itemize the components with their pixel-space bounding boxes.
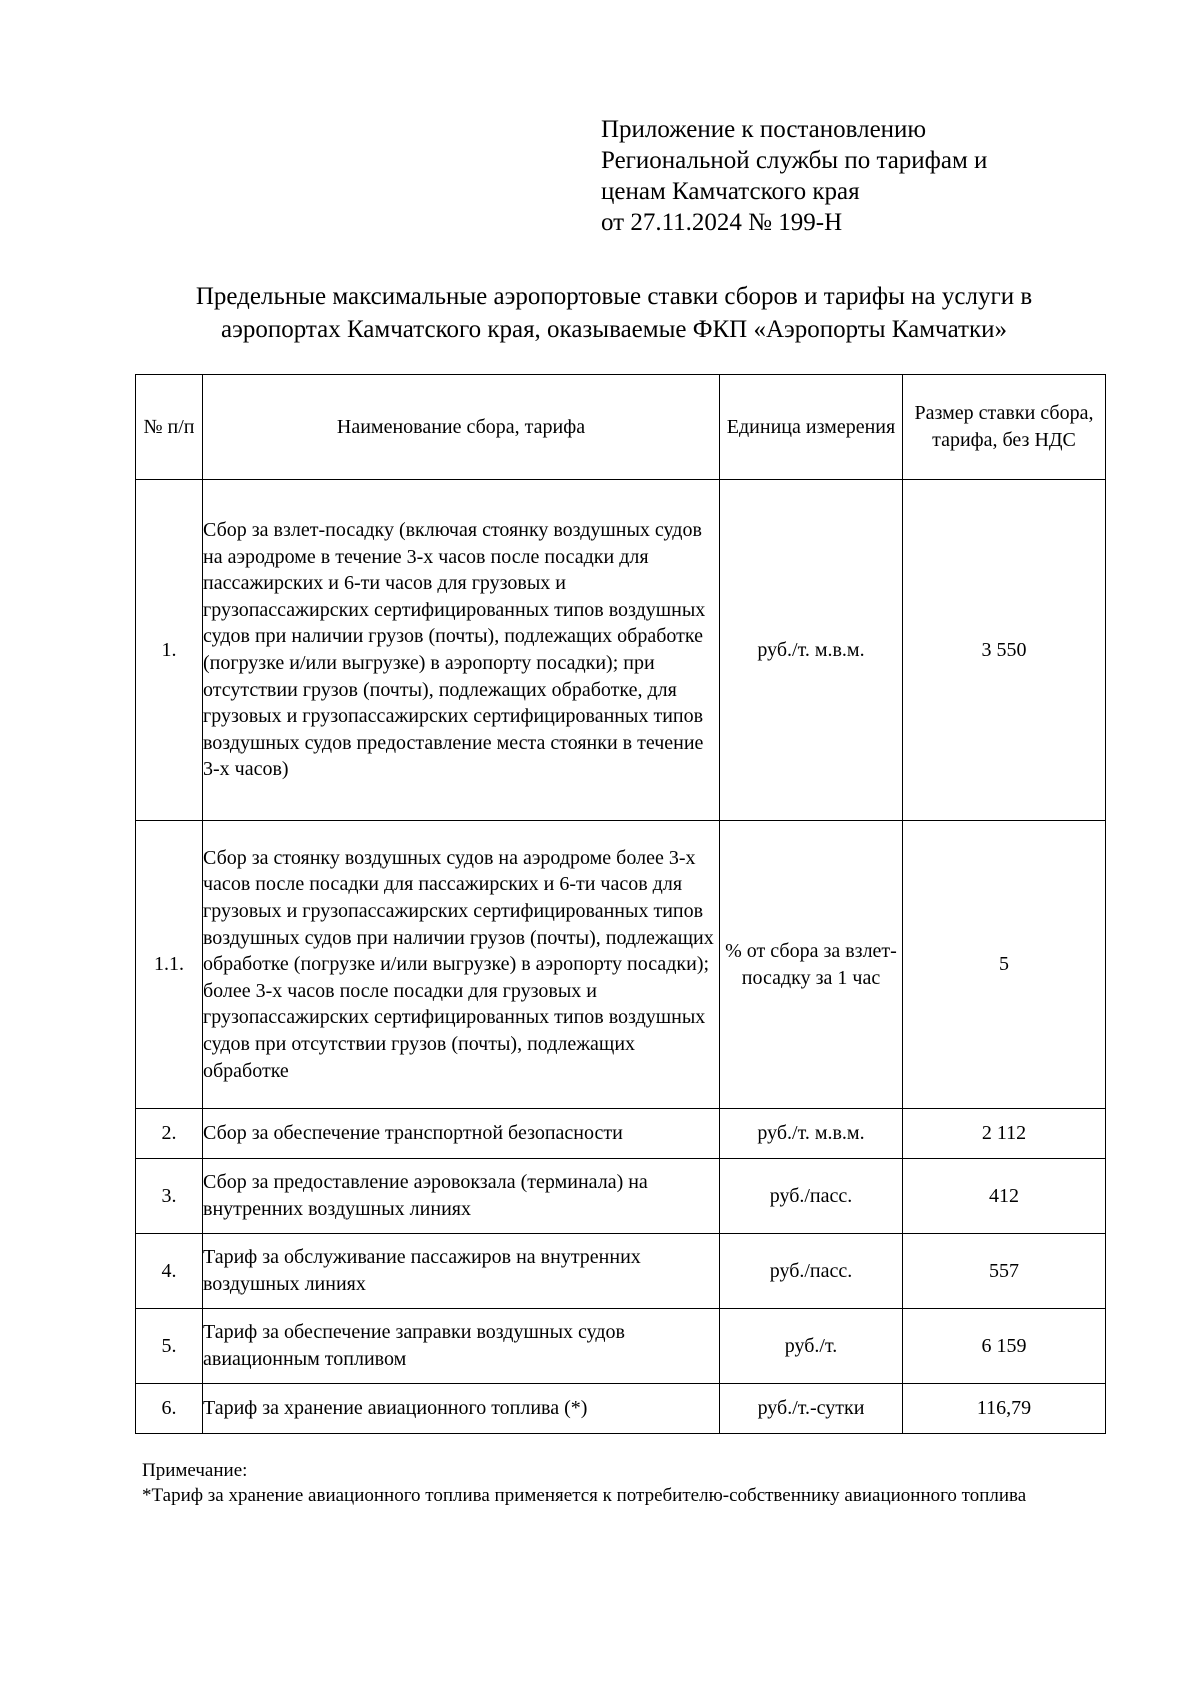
table-row — [136, 480, 1106, 821]
row-rate: 412 — [903, 1159, 1106, 1234]
row-num: 1. — [136, 480, 203, 821]
row-num: 5. — [136, 1309, 203, 1384]
document-title — [120, 280, 1108, 346]
tariff-table — [135, 374, 1106, 1434]
row-name: Сбор за предоставление аэровокзала (терминала) на внутренних воздушных линиях — [203, 1159, 720, 1234]
table-row — [136, 1109, 1106, 1159]
header-num: № п/п — [136, 375, 203, 480]
row-num: 3. — [136, 1159, 203, 1234]
row-unit: руб./т.-сутки — [720, 1384, 903, 1434]
row-num: 1.1. — [136, 821, 203, 1109]
appendix-line: Приложение к постановлению — [601, 116, 927, 143]
row-name: Сбор за обеспечение транспортной безопасности — [203, 1109, 720, 1159]
appendix-line: Региональной службы по тарифам и — [601, 147, 988, 174]
title-line: Предельные максимальные аэропортовые ставки сборов и тарифы на услуги в — [195, 283, 1033, 310]
row-num: 6. — [136, 1384, 203, 1434]
footnote-text: *Тариф за хранение авиационного топлива применяется к потребителю-собственнику авиационного топлива — [142, 1485, 1027, 1506]
row-rate: 5 — [903, 821, 1106, 1109]
row-rate: 557 — [903, 1234, 1106, 1309]
row-rate: 3 550 — [903, 480, 1106, 821]
appendix-header — [601, 114, 987, 238]
table-row — [136, 1309, 1106, 1384]
header-name: Наименование сбора, тарифа — [203, 375, 720, 480]
appendix-line: от 27.11.2024 № 199-Н — [601, 209, 843, 236]
table-row — [136, 1234, 1106, 1309]
row-unit: руб./т. — [720, 1309, 903, 1384]
row-unit: руб./пасс. — [720, 1159, 903, 1234]
row-name: Тариф за обслуживание пассажиров на внутренних воздушных линиях — [203, 1234, 720, 1309]
footnote-label: Примечание: — [142, 1460, 248, 1481]
row-unit: % от сбора за взлет-посадку за 1 час — [720, 821, 903, 1109]
row-name: Тариф за обеспечение заправки воздушных судов авиационным топливом — [203, 1309, 720, 1384]
header-rate: Размер ставки сбора, тарифа, без НДС — [903, 375, 1106, 480]
row-rate: 2 112 — [903, 1109, 1106, 1159]
row-rate: 6 159 — [903, 1309, 1106, 1384]
row-unit: руб./т. м.в.м. — [720, 480, 903, 821]
row-rate: 116,79 — [903, 1384, 1106, 1434]
row-name: Сбор за взлет-посадку (включая стоянку воздушных судов на аэродроме в течение 3-х часов после посадки для пассажирских и 6-ти часов для грузовых и грузопассажирских сертифицированных типов воздушных судов при наличии грузов (почты), подлежащих обработке (погрузке и/или выгрузке) в аэропорту посадки); при отсутствии грузов (почты), подлежащих обработке, для грузовых и грузопассажирских сертифицированных типов воздушных судов предоставление места стоянки в течение 3-х часов) — [203, 480, 720, 821]
appendix-line: ценам Камчатского края — [601, 178, 860, 205]
row-num: 2. — [136, 1109, 203, 1159]
table-header-row — [136, 375, 1106, 480]
row-num: 4. — [136, 1234, 203, 1309]
row-unit: руб./т. м.в.м. — [720, 1109, 903, 1159]
table-row — [136, 1384, 1106, 1434]
table-row — [136, 821, 1106, 1109]
header-unit: Единица измерения — [720, 375, 903, 480]
row-name: Тариф за хранение авиационного топлива (*) — [203, 1384, 720, 1434]
row-name: Сбор за стоянку воздушных судов на аэродроме более 3-х часов после посадки для пассажирских и 6-ти часов для грузовых и грузопассажирских сертифицированных типов воздушных судов при наличии грузов (почты), подлежащих обработке (погрузке и/или выгрузке) в аэропорту посадки); более 3-х часов после посадки для грузовых и грузопассажирских сертифицированных типов воздушных судов при отсутствии грузов (почты), подлежащих обработке — [203, 821, 720, 1109]
footnote — [128, 1458, 1118, 1508]
row-unit: руб./пасс. — [720, 1234, 903, 1309]
title-line: аэропортах Камчатского края, оказываемые ФКП «Аэропорты Камчатки» — [221, 316, 1007, 343]
table-row — [136, 1159, 1106, 1234]
